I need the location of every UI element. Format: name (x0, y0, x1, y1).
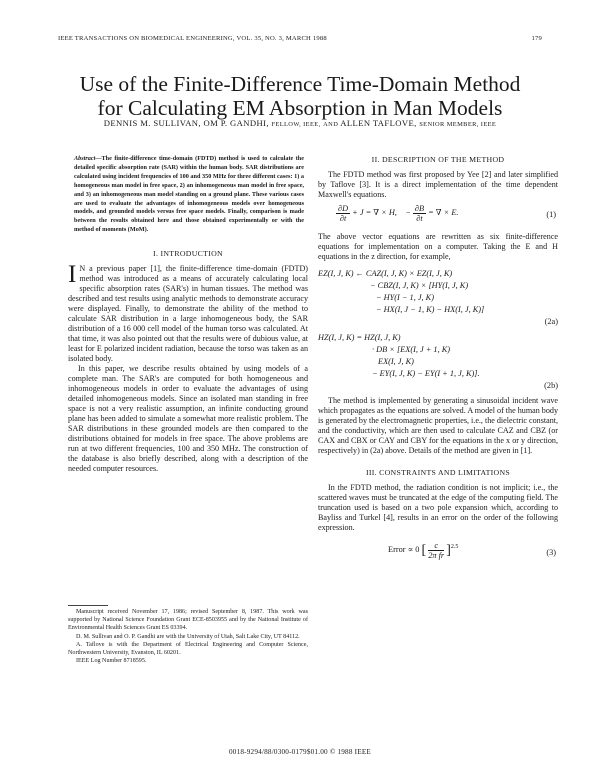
eq1-db-dt (413, 204, 426, 223)
eq3-numerator: c (428, 541, 444, 551)
paper-title (40, 72, 560, 120)
author-names-2: ALLEN TAFLOVE, (340, 118, 417, 128)
intro-heading: I. INTRODUCTION (153, 249, 223, 259)
constraints-heading: III. CONSTRAINTS AND LIMITATIONS (365, 468, 511, 477)
method-heading: II. DESCRIPTION OF THE METHOD (371, 155, 505, 164)
eq1-right: = ∇ × E. (428, 208, 459, 218)
journal-citation: IEEE TRANSACTIONS ON BIOMEDICAL ENGINEERING, VOL. 35, NO. 3, MARCH 1988 (58, 35, 327, 42)
eq3-exponent: 2.5 (450, 544, 459, 551)
author-line (40, 118, 560, 128)
eq1-number: (1) (546, 210, 556, 219)
eq2b-line-1: HZ(I, J, K) = HZ(I, J, K) (318, 333, 401, 342)
footnotes (68, 605, 308, 665)
eq1-left-denominator: ∂t (339, 214, 347, 223)
eq2a-number: (2a) (544, 317, 558, 326)
intro-paragraph-2: In this paper, we describe results obtained by using models of a complete man. The SAR's are computed for both homogeneous and inhomogeneous models in order to evaluate the advantages of using detailed inhomogeneous models. Since an isolated man standing in free space is not a very realistic assumption, an infinite conducting ground plane has been added to simulate a somewhat more realistic problem. The SAR distributions in these grounded models are then compared to the distributions obtained for models in free space. The above problems are run at two different frequencies, 100 and 350 MHz. The construction of the database is also briefly described, along with a description of the needed computer resources. (68, 364, 308, 474)
method-paragraph-1: The FDTD method was first proposed by Yee [2] and later simplified by Taflove [3]. It is a direct implementation of the time dependent Maxwell's equations. (318, 170, 558, 199)
eq1-middle: + J = ∇ × H, (352, 208, 397, 218)
eq3-denominator: 2π fr (428, 551, 445, 560)
equation-1 (336, 204, 558, 226)
drop-cap: I (68, 261, 77, 289)
eq3-close-bracket: ] (446, 543, 451, 559)
equation-2b (318, 332, 558, 392)
page-number: 179 (531, 35, 542, 42)
footnote-rule (68, 605, 108, 606)
eq3-prefix: Error ∝ 0 (388, 545, 420, 555)
intro-first-paragraph (68, 261, 308, 364)
title-line-1: Use of the Finite-Difference Time-Domain Method (79, 72, 521, 97)
abstract-text: The finite-difference time-domain (FDTD) method is used to calculate the detailed specific absorption rate (SAR) within the human body. SAR distributions are calculated using incident frequencies of 100 and 350 MHz for three different cases: 1) a homogeneous man model in free space, 2) an inhomogeneous man model in free space, and 3) an inhomogeneous man model standing on a ground plane. These various cases are used to evaluate the advantages of inhomogeneous models over homogeneous models, and grounded models versus free space models. Finally, comparison is made between the results obtained here and those obtained experimentally or with the method of moments (MoM). (74, 155, 304, 234)
footnote-log-number: IEEE Log Number 8718595. (76, 658, 147, 665)
equation-3 (388, 541, 558, 567)
eq1-left-numerator: ∂D (338, 204, 349, 213)
footnote-utah: D. M. Sullivan and O. P. Gandhi are with the University of Utah, Salt Lake City, UT 84112. (76, 633, 300, 640)
eq2a-line-4: − HX(I, J − 1, K) − HX(I, J, K)] (376, 305, 485, 314)
author-names-1: DENNIS M. SULLIVAN, OM P. GANDHI, (103, 118, 269, 128)
title-line-2: for Calculating EM Absorption in Man Models (97, 96, 503, 121)
eq2a-line-1: EZ(I, J, K) ← CAZ(I, J, K) × EZ(I, J, K) (318, 269, 453, 278)
eq2a-line-3: − HY(I − 1, J, K) (376, 293, 434, 302)
footnote-northwestern: A. Taflove is with the Department of Electrical Engineering and Computer Science, Northwestern University, Evanston, IL 60201. (68, 641, 308, 657)
constraints-paragraph-1: In the FDTD method, the radiation condition is not implicit; i.e., the scattered waves must be truncated at the edge of the computing field. The truncation used is based on a two pole expansion which, according to Bayliss and Turkel [4], results in an error on the order of the following expression. (318, 483, 558, 532)
fellow-designation: FELLOW, IEEE, (271, 121, 321, 128)
running-head (58, 35, 542, 42)
senior-member-designation: SENIOR MEMBER, IEEE (419, 121, 497, 128)
copyright-footer: 0018-9294/88/0300-0179$01.00 © 1988 IEEE (228, 748, 372, 756)
eq2b-line-2: · DB × [EX(I, J + 1, K) (372, 345, 451, 354)
eq2b-line-4: − EY(I, J, K) − EY(I + 1, J, K)]. (372, 369, 480, 378)
eq3-open-bracket: [ (421, 543, 427, 559)
eq1-dd-dt (336, 204, 350, 223)
method-paragraph-2: The above vector equations are rewritten as six finite-difference equations for implementation on a computer. Taking the E and H equations in the z direction, for example, (318, 232, 558, 261)
right-column (318, 155, 558, 567)
eq1-right-denominator: ∂t (416, 214, 423, 223)
footnote-manuscript: Manuscript received November 17, 1986; revised September 8, 1987. This work was supported by National Science Foundation Grant ECE-8503955 and by the National Institute of Environmental Health Sciences Grant ES 03394. (68, 609, 308, 632)
eq2b-line-3: EX(I, J, K) (378, 357, 414, 366)
abstract (68, 155, 308, 235)
author-and: AND (323, 121, 339, 128)
equation-2a (318, 268, 558, 328)
abstract-lead: Abstract— (74, 155, 102, 162)
eq1-minus: − (405, 208, 411, 218)
intro-paragraph-1: N a previous paper [1], the finite-difference time-domain (FDTD) method was introduced as a means of accurately calculating local specific absorption rates (SAR's) in human tissues. The method was described and test results using analytic methods to demonstrate accuracy were displayed. Finally, to demonstrate the ability of the method to calculate SAR distribution in a large inhomogeneous body, the SAR distribution of a 16 000 cell model of the human torso was calculated. At that time, it was also pointed out that the results were of dubious value, at least for E polarized incident radiation, because the torso was taken as an isolated body. (68, 264, 308, 364)
eq2a-line-2: − CBZ(I, J, K) × [HY(I, J, K) (370, 281, 469, 290)
eq3-fraction (428, 541, 444, 560)
left-column (68, 155, 308, 474)
eq2b-number: (2b) (544, 381, 558, 390)
eq1-right-numerator: ∂B (414, 204, 425, 213)
method-paragraph-3: The method is implemented by generating a sinusoidal incident wave which propagates as the equations are solved. A model of the human body is generated by the electromagnetic properties, i.e., the dielectric constant, and the conductivity, which are then used to calculate CAZ and CBZ (or CAX and CBX or CAY and CBY for the equations in the x or y direction, respectively) in (2a) above. Details of the method are given in [1]. (318, 396, 559, 455)
eq3-number: (3) (546, 548, 556, 557)
